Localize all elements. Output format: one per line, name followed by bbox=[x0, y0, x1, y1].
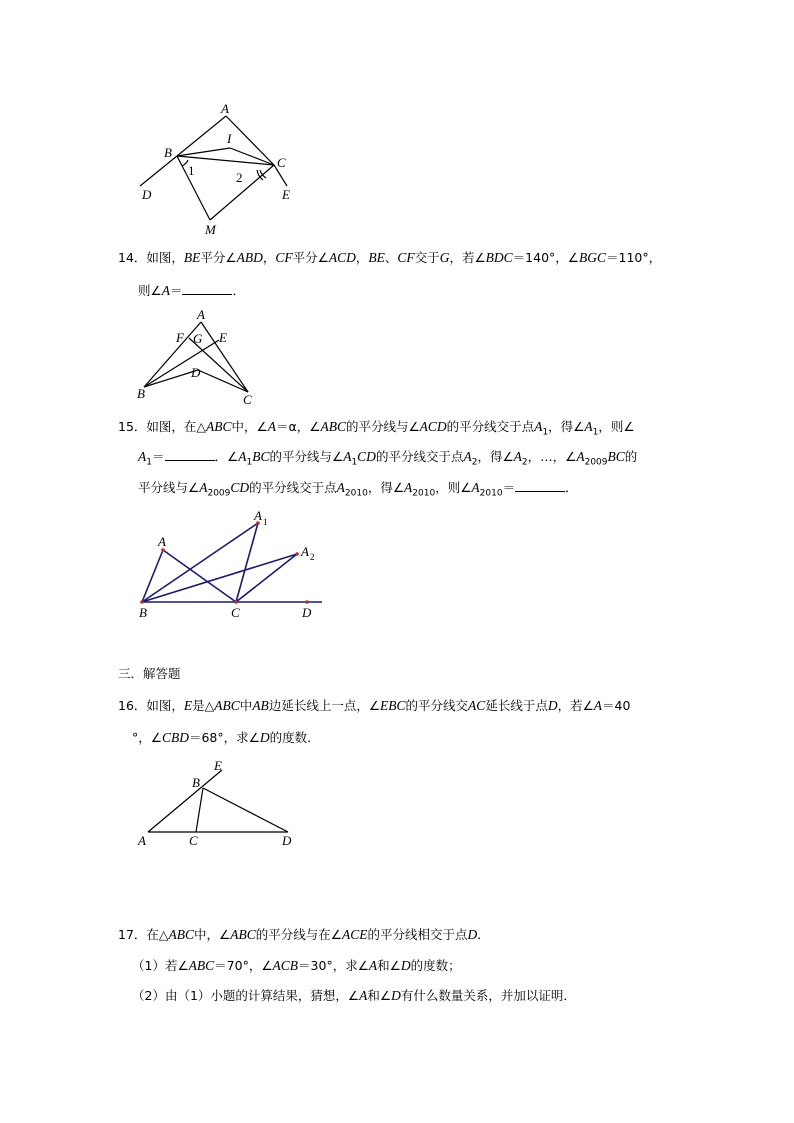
figure-q15 bbox=[130, 505, 330, 625]
point-a2 bbox=[295, 552, 299, 556]
label-i: I bbox=[227, 131, 232, 146]
label-g: G bbox=[193, 331, 203, 346]
figure-q16 bbox=[130, 755, 310, 855]
answer-blank-q15-b[interactable] bbox=[515, 479, 565, 492]
q15-number: 15． bbox=[118, 419, 147, 434]
label-b: B bbox=[164, 145, 172, 160]
section-heading-3: 三．解答题 bbox=[118, 666, 181, 681]
q17-part-1: （1）若∠ABC＝70°，∠ACB＝30°，求∠A和∠D的度数； bbox=[132, 958, 461, 973]
ray-bd bbox=[140, 156, 177, 186]
label-c: C bbox=[231, 605, 240, 620]
label-b: B bbox=[137, 386, 145, 401]
label-e: E bbox=[282, 187, 290, 202]
label-angle-2: 2 bbox=[236, 170, 243, 185]
label-c: C bbox=[277, 155, 286, 170]
label-angle-1: 1 bbox=[188, 163, 195, 178]
label-a: A bbox=[221, 101, 229, 116]
q17-part-2: （2）由（1）小题的计算结果，猜想，∠A和∠D有什么数量关系，并加以证明． bbox=[132, 988, 576, 1003]
label-c: C bbox=[189, 833, 198, 848]
label-c: C bbox=[243, 392, 252, 405]
q16-line-2: °，∠CBD＝68°，求∠D的度数． bbox=[132, 730, 320, 745]
label-b: B bbox=[139, 605, 147, 620]
segment-be bbox=[144, 340, 219, 387]
label-d: D bbox=[282, 833, 292, 848]
label-a2: A bbox=[301, 544, 309, 559]
ray-ae bbox=[148, 770, 222, 832]
segment-bc bbox=[196, 788, 203, 832]
q16-number: 16． bbox=[118, 698, 147, 713]
label-d: D bbox=[302, 605, 312, 620]
q16-line-1: 16．如图，E是△ABC中AB边延长线上一点，∠EBC的平分线交AC延长线于点D，若∠A＝40 bbox=[118, 698, 631, 713]
point-d bbox=[305, 600, 309, 604]
label-m: M bbox=[205, 222, 216, 237]
answer-blank-q14[interactable] bbox=[182, 282, 232, 295]
label-e: E bbox=[214, 758, 222, 773]
segment-ba2 bbox=[142, 554, 297, 602]
label-a1-sub: 1 bbox=[263, 517, 268, 527]
label-a2-sub: 2 bbox=[310, 552, 315, 562]
segment-ac bbox=[226, 116, 274, 165]
figure-q14 bbox=[130, 305, 260, 405]
q15-line-2: $A_1=$ ．$\angle A_1BC$的平分线与$\angle A_1CD$的平分线交于点$A_2$，得$\angle A_2$，…，$\angle A_{2009}BC$的 bbox=[138, 449, 638, 468]
point-b bbox=[140, 600, 144, 604]
answer-blank-q15-a[interactable] bbox=[165, 448, 215, 461]
label-a: A bbox=[197, 307, 205, 322]
q17-number: 17． bbox=[118, 927, 147, 942]
q15-line-1: 15．如图，在△ABC中，∠A＝α，∠ABC的平分线与∠ACD的平分线交于点$A_1$，得$\angle A_1$，则∠ bbox=[118, 419, 635, 438]
label-b: B bbox=[192, 775, 200, 790]
label-d: D bbox=[142, 187, 152, 202]
point-c bbox=[234, 600, 238, 604]
segment-a2c bbox=[236, 554, 297, 602]
label-a: A bbox=[138, 833, 146, 848]
figure-q13 bbox=[130, 98, 310, 238]
label-a1: A bbox=[254, 508, 262, 523]
label-e: E bbox=[219, 330, 227, 345]
label-f: F bbox=[176, 330, 184, 345]
segment-bd bbox=[203, 788, 288, 832]
q14-line-2: 则∠A＝ ． bbox=[138, 283, 245, 298]
q15-line-3: 平分线与$\angle A_{2009}CD$的平分线交于点$A_{2010}$，得$\angle A_{2010}$，则$\angle A_{2010}=$ ． bbox=[138, 480, 578, 499]
label-a: A bbox=[158, 534, 166, 549]
label-d: D bbox=[191, 365, 201, 380]
q14-line-1: 14．如图，BE平分∠ABD，CF平分∠ACD，BE、CF交于G，若∠BDC＝140°，∠BGC＝110°， bbox=[118, 250, 662, 265]
q17-line-1: 17．在△ABC中，∠ABC的平分线与在∠ACE的平分线相交于点D． bbox=[118, 927, 490, 942]
q14-number: 14． bbox=[118, 250, 147, 265]
